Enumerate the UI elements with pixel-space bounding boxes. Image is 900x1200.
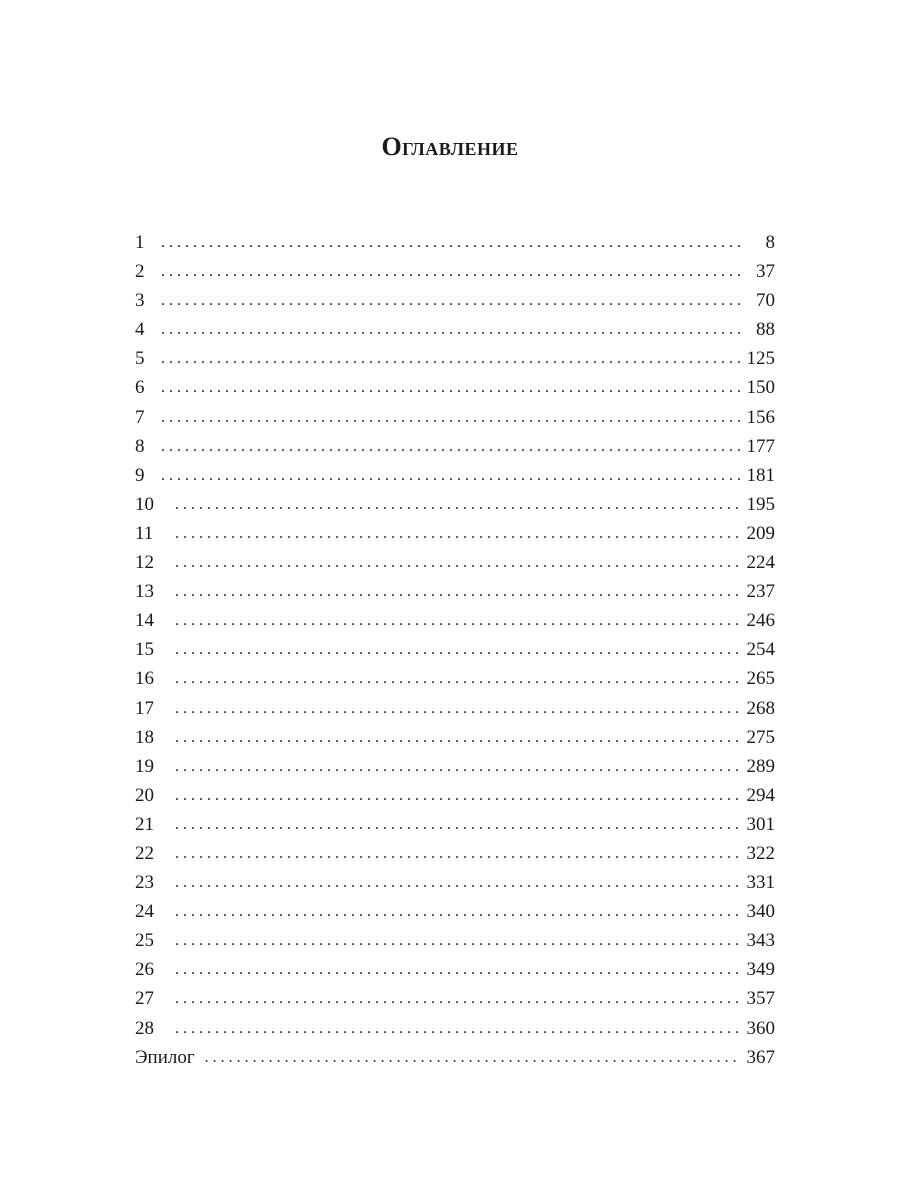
dot-leader (175, 839, 741, 868)
toc-entry-page-number: 268 (746, 697, 775, 719)
toc-entry-page-number: 37 (756, 261, 775, 283)
toc-entry-page-number: 246 (746, 610, 775, 632)
toc-entry (135, 1014, 775, 1043)
toc-entry (135, 897, 775, 926)
toc-entry-label: 11 (135, 522, 154, 544)
dot-leader (175, 781, 741, 810)
toc-entry (135, 344, 775, 373)
toc-entry-label: 8 (135, 435, 145, 457)
toc-entry (135, 286, 775, 315)
dot-leader (175, 955, 741, 984)
toc-entry (135, 519, 775, 548)
toc-entry-label: 18 (135, 726, 154, 748)
toc-entry-page-number: 349 (746, 959, 775, 981)
toc-entry (135, 315, 775, 344)
toc-entry-label: 6 (135, 377, 145, 399)
dot-leader (161, 228, 741, 257)
toc-entry (135, 723, 775, 752)
toc-entry-page-number: 322 (746, 842, 775, 864)
dot-leader (205, 1043, 741, 1072)
toc-entry-label: 4 (135, 319, 145, 341)
toc-entry-label: 3 (135, 290, 145, 312)
dot-leader (175, 752, 741, 781)
toc-entry-label: 5 (135, 348, 145, 370)
toc-entry-page-number: 343 (746, 930, 775, 952)
dot-leader (161, 286, 741, 315)
dot-leader (175, 548, 741, 577)
toc-entry (135, 548, 775, 577)
dot-leader (175, 490, 741, 519)
dot-leader (161, 315, 741, 344)
toc-entry (135, 694, 775, 723)
toc-entry (135, 664, 775, 693)
dot-leader (161, 461, 741, 490)
dot-leader (175, 577, 741, 606)
toc-entry (135, 228, 775, 257)
dot-leader (175, 635, 741, 664)
toc-entry (135, 868, 775, 897)
toc-entry-page-number: 88 (756, 319, 775, 341)
toc-entry-label: 27 (135, 988, 154, 1010)
toc-entry-page-number: 209 (746, 522, 775, 544)
toc-entry-label: 13 (135, 581, 154, 603)
toc-entry-page-number: 237 (746, 581, 775, 603)
toc-entry (135, 1043, 775, 1072)
table-of-contents (135, 228, 775, 1072)
toc-entry-page-number: 294 (746, 784, 775, 806)
toc-entry (135, 403, 775, 432)
dot-leader (161, 403, 741, 432)
toc-entry (135, 257, 775, 286)
toc-entry (135, 461, 775, 490)
toc-entry-label: 1 (135, 232, 145, 253)
dot-leader (161, 432, 741, 461)
toc-entry (135, 984, 775, 1013)
toc-entry-label: 17 (135, 697, 154, 719)
toc-entry (135, 926, 775, 955)
dot-leader (175, 868, 741, 897)
toc-entry-page-number: 265 (746, 668, 775, 690)
toc-entry-page-number: 195 (746, 493, 775, 515)
toc-entry-page-number: 125 (746, 348, 775, 370)
toc-entry-page-number: 8 (765, 232, 775, 253)
toc-entry-label: 20 (135, 784, 154, 806)
dot-leader (161, 344, 741, 373)
dot-leader (161, 257, 741, 286)
toc-entry-page-number: 331 (746, 872, 775, 894)
toc-entry-page-number: 150 (746, 377, 775, 399)
toc-entry-label: 16 (135, 668, 154, 690)
toc-entry-page-number: 70 (756, 290, 775, 312)
dot-leader (175, 723, 741, 752)
dot-leader (175, 664, 741, 693)
dot-leader (175, 606, 741, 635)
page-title: Оглавление (381, 132, 519, 161)
toc-entry-page-number: 367 (746, 1046, 775, 1068)
toc-entry-label: 7 (135, 406, 145, 428)
toc-entry-page-number: 360 (746, 1017, 775, 1039)
toc-entry (135, 781, 775, 810)
toc-entry-label: 12 (135, 552, 154, 574)
dot-leader (175, 926, 741, 955)
toc-entry (135, 490, 775, 519)
toc-entry (135, 839, 775, 868)
toc-entry-label: 14 (135, 610, 154, 632)
dot-leader (175, 1014, 741, 1043)
toc-entry-label: 28 (135, 1017, 154, 1039)
toc-entry-label: 2 (135, 261, 145, 283)
toc-entry-page-number: 181 (746, 464, 775, 486)
toc-entry-page-number: 177 (746, 435, 775, 457)
toc-entry-label: 15 (135, 639, 154, 661)
toc-entry-page-number: 357 (746, 988, 775, 1010)
toc-entry-page-number: 340 (746, 901, 775, 923)
toc-entry (135, 577, 775, 606)
toc-entry-page-number: 275 (746, 726, 775, 748)
dot-leader (161, 373, 741, 402)
dot-leader (175, 810, 741, 839)
toc-entry-page-number: 289 (746, 755, 775, 777)
dot-leader (175, 519, 741, 548)
toc-entry (135, 606, 775, 635)
toc-entry (135, 373, 775, 402)
toc-entry-label: 9 (135, 464, 145, 486)
toc-entry-page-number: 301 (746, 813, 775, 835)
toc-entry-label: 22 (135, 842, 154, 864)
toc-entry-label: 10 (135, 493, 154, 515)
dot-leader (175, 984, 741, 1013)
toc-entry (135, 810, 775, 839)
toc-entry-label: 19 (135, 755, 154, 777)
dot-leader (175, 897, 741, 926)
toc-entry (135, 955, 775, 984)
toc-entry-page-number: 254 (746, 639, 775, 661)
toc-entry-label: 26 (135, 959, 154, 981)
toc-entry-label: 23 (135, 872, 154, 894)
toc-entry-page-number: 156 (746, 406, 775, 428)
dot-leader (175, 694, 741, 723)
toc-entry (135, 752, 775, 781)
toc-entry-page-number: 224 (746, 552, 775, 574)
toc-entry-label: 25 (135, 930, 154, 952)
toc-entry-label: 24 (135, 901, 154, 923)
toc-entry (135, 432, 775, 461)
toc-entry-label: Эпилог (135, 1046, 195, 1068)
toc-entry-label: 21 (135, 813, 154, 835)
toc-entry (135, 635, 775, 664)
